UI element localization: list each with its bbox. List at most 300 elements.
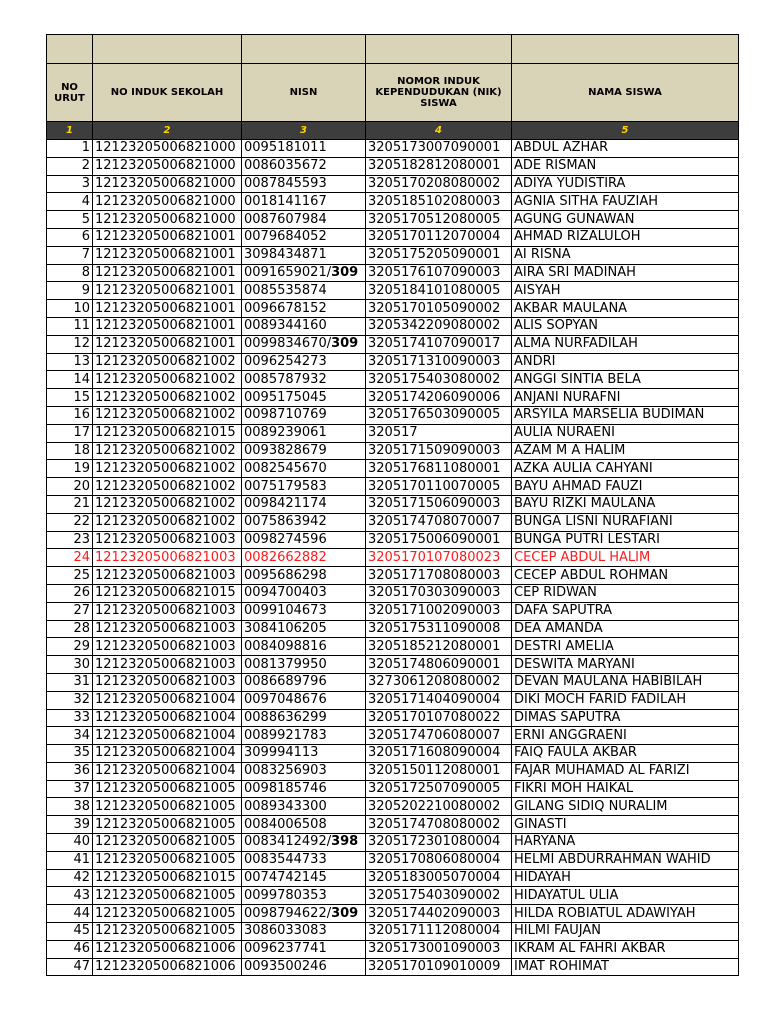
nisn-value: 0089921783	[244, 727, 327, 743]
cell-nik: 3205174708070007	[366, 513, 512, 531]
cell-nisn	[242, 549, 366, 567]
cell-nik: 3205176107090003	[366, 264, 512, 282]
cell-nama-siswa: AISYAH	[512, 282, 739, 300]
cell-nisn	[242, 531, 366, 549]
cell-nama-siswa: ARSYILA MARSELIA BUDIMAN	[512, 406, 739, 424]
cell-nisn	[242, 478, 366, 496]
cell-nisn	[242, 353, 366, 371]
cell-nama-siswa: CECEP ABDUL HALIM	[512, 549, 739, 567]
cell-nisn	[242, 300, 366, 318]
cell-nik: 3205175205090001	[366, 246, 512, 264]
cell-nik: 3205202210080002	[366, 798, 512, 816]
nisn-value: 0085787932	[244, 371, 327, 387]
cell-no-induk-sekolah: 12123205006821003	[93, 656, 242, 674]
cell-no-urut: 29	[47, 638, 93, 656]
blank-cell	[242, 35, 366, 64]
column-number: 3	[242, 122, 366, 140]
cell-nik: 3205171506090003	[366, 495, 512, 513]
cell-nisn	[242, 193, 366, 211]
column-number: 2	[93, 122, 242, 140]
nisn-value: 3086033083	[244, 923, 327, 939]
nisn-value: 0079684052	[244, 229, 327, 245]
table-row	[47, 887, 739, 905]
table-row	[47, 620, 739, 638]
blank-cell	[93, 35, 242, 64]
cell-no-urut: 1	[47, 140, 93, 158]
table-row	[47, 798, 739, 816]
nisn-extra: 398	[331, 834, 359, 850]
cell-no-induk-sekolah: 12123205006821005	[93, 851, 242, 869]
cell-no-urut: 16	[47, 406, 93, 424]
table-row	[47, 228, 739, 246]
table-row	[47, 549, 739, 567]
table-row	[47, 353, 739, 371]
nisn-value: 0089239061	[244, 425, 327, 441]
cell-nama-siswa: AGUNG GUNAWAN	[512, 211, 739, 229]
cell-nama-siswa: AGNIA SITHA FAUZIAH	[512, 193, 739, 211]
cell-no-induk-sekolah: 12123205006821004	[93, 727, 242, 745]
cell-no-urut: 14	[47, 371, 93, 389]
cell-nisn	[242, 371, 366, 389]
cell-no-urut: 13	[47, 353, 93, 371]
cell-no-induk-sekolah: 12123205006821001	[93, 317, 242, 335]
cell-nik: 320517	[366, 424, 512, 442]
cell-no-induk-sekolah: 12123205006821002	[93, 478, 242, 496]
cell-no-urut: 45	[47, 923, 93, 941]
cell-no-induk-sekolah: 12123205006821002	[93, 353, 242, 371]
cell-nama-siswa: GILANG SIDIQ NURALIM	[512, 798, 739, 816]
nisn-value: 0083412492/	[244, 834, 332, 850]
nisn-value: 0083544733	[244, 852, 327, 868]
cell-nik: 3205171310090003	[366, 353, 512, 371]
table-row	[47, 282, 739, 300]
nisn-value: 0088636299	[244, 709, 327, 725]
cell-nama-siswa: AIRA SRI MADINAH	[512, 264, 739, 282]
cell-nisn	[242, 140, 366, 158]
cell-no-urut: 41	[47, 851, 93, 869]
nisn-value: 0095181011	[244, 140, 327, 156]
cell-nisn	[242, 673, 366, 691]
cell-nisn	[242, 175, 366, 193]
cell-no-induk-sekolah: 12123205006821005	[93, 816, 242, 834]
table-row	[47, 745, 739, 763]
cell-nik: 3205170107080023	[366, 549, 512, 567]
cell-no-induk-sekolah: 12123205006821003	[93, 673, 242, 691]
table-row	[47, 406, 739, 424]
cell-no-induk-sekolah: 12123205006821000	[93, 175, 242, 193]
nisn-value: 0075863942	[244, 514, 327, 530]
table-row	[47, 495, 739, 513]
cell-nama-siswa: FAIQ FAULA AKBAR	[512, 745, 739, 763]
column-header-row	[47, 64, 739, 122]
cell-no-induk-sekolah: 12123205006821004	[93, 762, 242, 780]
cell-no-urut: 46	[47, 940, 93, 958]
cell-nama-siswa: ANGGI SINTIA BELA	[512, 371, 739, 389]
cell-no-induk-sekolah: 12123205006821001	[93, 264, 242, 282]
cell-no-induk-sekolah: 12123205006821005	[93, 798, 242, 816]
cell-nama-siswa: ALIS SOPYAN	[512, 317, 739, 335]
header-no-urut: NO URUT	[47, 64, 93, 122]
cell-no-induk-sekolah: 12123205006821005	[93, 780, 242, 798]
cell-no-urut: 22	[47, 513, 93, 531]
cell-no-induk-sekolah: 12123205006821002	[93, 460, 242, 478]
cell-nama-siswa: HILMI FAUJAN	[512, 923, 739, 941]
nisn-value: 0081379950	[244, 656, 327, 672]
cell-nisn	[242, 745, 366, 763]
header-nik: NOMOR INDUK KEPENDUDUKAN (NIK) SISWA	[366, 64, 512, 122]
nisn-value: 0094700403	[244, 585, 327, 601]
cell-no-urut: 21	[47, 495, 93, 513]
cell-nisn	[242, 905, 366, 923]
cell-nisn	[242, 211, 366, 229]
cell-no-induk-sekolah: 12123205006821003	[93, 567, 242, 585]
cell-nik: 3205170107080022	[366, 709, 512, 727]
cell-nisn	[242, 656, 366, 674]
cell-nama-siswa: IMAT ROHIMAT	[512, 958, 739, 976]
cell-no-urut: 2	[47, 157, 93, 175]
cell-no-urut: 26	[47, 584, 93, 602]
cell-nik: 3205174806090001	[366, 656, 512, 674]
cell-nik: 3205150112080001	[366, 762, 512, 780]
column-number: 5	[512, 122, 739, 140]
cell-no-urut: 8	[47, 264, 93, 282]
cell-nisn	[242, 780, 366, 798]
nisn-value: 0087607984	[244, 211, 327, 227]
cell-no-urut: 7	[47, 246, 93, 264]
cell-no-urut: 32	[47, 691, 93, 709]
cell-no-urut: 34	[47, 727, 93, 745]
cell-nama-siswa: DIMAS SAPUTRA	[512, 709, 739, 727]
cell-nama-siswa: DEVAN MAULANA HABIBILAH	[512, 673, 739, 691]
cell-nama-siswa: AI RISNA	[512, 246, 739, 264]
cell-nama-siswa: DAFA SAPUTRA	[512, 602, 739, 620]
cell-no-induk-sekolah: 12123205006821001	[93, 228, 242, 246]
cell-no-induk-sekolah: 12123205006821001	[93, 246, 242, 264]
cell-nama-siswa: AZKA AULIA CAHYANI	[512, 460, 739, 478]
cell-nama-siswa: ANJANI NURAFNI	[512, 389, 739, 407]
nisn-value: 0018141167	[244, 193, 327, 209]
cell-nik: 3205175311090008	[366, 620, 512, 638]
nisn-value: 0093500246	[244, 959, 327, 975]
nisn-value: 0084006508	[244, 816, 327, 832]
table-row	[47, 246, 739, 264]
table-row	[47, 762, 739, 780]
cell-no-induk-sekolah: 12123205006821004	[93, 709, 242, 727]
cell-no-induk-sekolah: 12123205006821001	[93, 335, 242, 353]
nisn-value: 0096678152	[244, 300, 327, 316]
cell-nama-siswa: CEP RIDWAN	[512, 584, 739, 602]
student-list-table	[46, 34, 739, 976]
cell-nik: 3205175403080002	[366, 371, 512, 389]
blank-cell	[512, 35, 739, 64]
nisn-value: 0083256903	[244, 763, 327, 779]
cell-nik: 3205171002090003	[366, 602, 512, 620]
cell-nama-siswa: FIKRI MOH HAIKAL	[512, 780, 739, 798]
nisn-extra: 309	[331, 905, 359, 921]
cell-nik: 3205172507090005	[366, 780, 512, 798]
cell-nisn	[242, 709, 366, 727]
cell-nik: 3205182812080001	[366, 157, 512, 175]
cell-nisn	[242, 602, 366, 620]
cell-nik: 3205184101080005	[366, 282, 512, 300]
cell-no-urut: 35	[47, 745, 93, 763]
table-row	[47, 442, 739, 460]
cell-nik: 3205170112070004	[366, 228, 512, 246]
table-row	[47, 869, 739, 887]
cell-nik: 3205174402090003	[366, 905, 512, 923]
cell-no-urut: 19	[47, 460, 93, 478]
cell-no-induk-sekolah: 12123205006821001	[93, 300, 242, 318]
cell-nik: 3273061208080002	[366, 673, 512, 691]
cell-nisn	[242, 157, 366, 175]
cell-nama-siswa: BAYU AHMAD FAUZI	[512, 478, 739, 496]
cell-nama-siswa: DEA AMANDA	[512, 620, 739, 638]
cell-nama-siswa: AKBAR MAULANA	[512, 300, 739, 318]
nisn-value: 0098185746	[244, 781, 327, 797]
table-row	[47, 958, 739, 976]
cell-no-induk-sekolah: 12123205006821000	[93, 211, 242, 229]
cell-nama-siswa: ADIYA YUDISTIRA	[512, 175, 739, 193]
cell-no-urut: 17	[47, 424, 93, 442]
cell-no-urut: 15	[47, 389, 93, 407]
cell-no-induk-sekolah: 12123205006821005	[93, 834, 242, 852]
table-row	[47, 816, 739, 834]
table-row	[47, 335, 739, 353]
cell-nik: 3205173007090001	[366, 140, 512, 158]
cell-no-induk-sekolah: 12123205006821001	[93, 282, 242, 300]
cell-no-induk-sekolah: 12123205006821003	[93, 638, 242, 656]
table-row	[47, 940, 739, 958]
table-row	[47, 673, 739, 691]
cell-nik: 3205174206090006	[366, 389, 512, 407]
table-row	[47, 923, 739, 941]
cell-nisn	[242, 228, 366, 246]
cell-nik: 3205171404090004	[366, 691, 512, 709]
cell-nama-siswa: AZAM M A HALIM	[512, 442, 739, 460]
cell-no-induk-sekolah: 12123205006821015	[93, 869, 242, 887]
cell-nik: 3205174708080002	[366, 816, 512, 834]
cell-nisn	[242, 460, 366, 478]
cell-no-urut: 39	[47, 816, 93, 834]
blank-cell	[47, 35, 93, 64]
cell-nama-siswa: ABDUL AZHAR	[512, 140, 739, 158]
nisn-value: 0097048676	[244, 692, 327, 708]
cell-no-induk-sekolah: 12123205006821000	[93, 193, 242, 211]
table-row	[47, 780, 739, 798]
cell-nisn	[242, 406, 366, 424]
cell-nik: 3205170109010009	[366, 958, 512, 976]
cell-nik: 3205172301080004	[366, 834, 512, 852]
cell-nisn	[242, 584, 366, 602]
cell-nama-siswa: AHMAD RIZALULOH	[512, 228, 739, 246]
cell-nisn	[242, 317, 366, 335]
table-row	[47, 567, 739, 585]
cell-nisn	[242, 834, 366, 852]
cell-no-induk-sekolah: 12123205006821003	[93, 549, 242, 567]
nisn-extra: 309	[331, 264, 359, 280]
nisn-value: 0084098816	[244, 638, 327, 654]
cell-nisn	[242, 691, 366, 709]
nisn-value: 0082662882	[244, 549, 327, 565]
cell-nik: 3205170110070005	[366, 478, 512, 496]
cell-no-induk-sekolah: 12123205006821000	[93, 140, 242, 158]
cell-nama-siswa: DESWITA MARYANI	[512, 656, 739, 674]
cell-nisn	[242, 264, 366, 282]
cell-nisn	[242, 335, 366, 353]
column-number: 4	[366, 122, 512, 140]
table-row	[47, 656, 739, 674]
cell-nisn	[242, 798, 366, 816]
cell-nik: 3205174107090017	[366, 335, 512, 353]
cell-nik: 3205171708080003	[366, 567, 512, 585]
cell-nama-siswa: DESTRI AMELIA	[512, 638, 739, 656]
cell-no-urut: 33	[47, 709, 93, 727]
nisn-value: 0098421174	[244, 496, 327, 512]
cell-nisn	[242, 940, 366, 958]
cell-no-urut: 5	[47, 211, 93, 229]
cell-no-induk-sekolah: 12123205006821005	[93, 905, 242, 923]
nisn-value: 0087845593	[244, 175, 327, 191]
cell-no-urut: 9	[47, 282, 93, 300]
cell-nik: 3205185102080003	[366, 193, 512, 211]
cell-no-induk-sekolah: 12123205006821002	[93, 371, 242, 389]
nisn-value: 0089343300	[244, 798, 327, 814]
cell-no-induk-sekolah: 12123205006821015	[93, 424, 242, 442]
cell-no-induk-sekolah: 12123205006821002	[93, 513, 242, 531]
header-nisn: NISN	[242, 64, 366, 122]
cell-no-urut: 3	[47, 175, 93, 193]
cell-no-induk-sekolah: 12123205006821006	[93, 958, 242, 976]
cell-nik: 3205176811080001	[366, 460, 512, 478]
cell-nisn	[242, 851, 366, 869]
table-row	[47, 424, 739, 442]
cell-no-urut: 44	[47, 905, 93, 923]
nisn-value: 0099104673	[244, 603, 327, 619]
cell-nama-siswa: IKRAM AL FAHRI AKBAR	[512, 940, 739, 958]
cell-nik: 3205185212080001	[366, 638, 512, 656]
cell-no-induk-sekolah: 12123205006821003	[93, 620, 242, 638]
cell-nik: 3205342209080002	[366, 317, 512, 335]
table-row	[47, 834, 739, 852]
table-row	[47, 584, 739, 602]
cell-nik: 3205176503090005	[366, 406, 512, 424]
nisn-value: 0096254273	[244, 353, 327, 369]
table-row	[47, 691, 739, 709]
cell-nik: 3205171608090004	[366, 745, 512, 763]
cell-nama-siswa: FAJAR MUHAMAD AL FARIZI	[512, 762, 739, 780]
blank-header-row	[47, 35, 739, 64]
cell-no-urut: 28	[47, 620, 93, 638]
nisn-extra: 309	[331, 336, 359, 352]
table-row	[47, 602, 739, 620]
cell-nama-siswa: ADE RISMAN	[512, 157, 739, 175]
cell-no-urut: 20	[47, 478, 93, 496]
cell-nama-siswa: BUNGA LISNI NURAFIANI	[512, 513, 739, 531]
cell-nama-siswa: HIDAYATUL ULIA	[512, 887, 739, 905]
cell-nama-siswa: ALMA NURFADILAH	[512, 335, 739, 353]
blank-cell	[366, 35, 512, 64]
cell-no-urut: 24	[47, 549, 93, 567]
cell-nik: 3205174706080007	[366, 727, 512, 745]
cell-nisn	[242, 869, 366, 887]
nisn-value: 0096237741	[244, 941, 327, 957]
cell-no-urut: 23	[47, 531, 93, 549]
table-row	[47, 478, 739, 496]
cell-no-induk-sekolah: 12123205006821002	[93, 442, 242, 460]
cell-nama-siswa: HIDAYAH	[512, 869, 739, 887]
nisn-value: 0098274596	[244, 531, 327, 547]
cell-nama-siswa: BAYU RIZKI MAULANA	[512, 495, 739, 513]
cell-nik: 3205173001090003	[366, 940, 512, 958]
cell-no-urut: 12	[47, 335, 93, 353]
cell-no-induk-sekolah: 12123205006821006	[93, 940, 242, 958]
cell-nisn	[242, 442, 366, 460]
cell-nisn	[242, 958, 366, 976]
nisn-value: 0098794622/	[244, 905, 332, 921]
cell-nama-siswa: ANDRI	[512, 353, 739, 371]
cell-nisn	[242, 727, 366, 745]
cell-no-induk-sekolah: 12123205006821015	[93, 584, 242, 602]
header-no-induk-sekolah: NO INDUK SEKOLAH	[93, 64, 242, 122]
cell-no-induk-sekolah: 12123205006821003	[93, 531, 242, 549]
cell-no-urut: 36	[47, 762, 93, 780]
table-row	[47, 389, 739, 407]
header-nama-siswa: NAMA SISWA	[512, 64, 739, 122]
table-row	[47, 709, 739, 727]
cell-nama-siswa: DIKI MOCH FARID FADILAH	[512, 691, 739, 709]
cell-nisn	[242, 424, 366, 442]
nisn-value: 3084106205	[244, 620, 327, 636]
cell-nik: 3205183005070004	[366, 869, 512, 887]
cell-nik: 3205175403090002	[366, 887, 512, 905]
nisn-value: 0099834670/	[244, 336, 332, 352]
cell-no-induk-sekolah: 12123205006821005	[93, 923, 242, 941]
table-row	[47, 157, 739, 175]
cell-nama-siswa: HARYANA	[512, 834, 739, 852]
table-row	[47, 531, 739, 549]
cell-nama-siswa: BUNGA PUTRI LESTARI	[512, 531, 739, 549]
cell-nik: 3205170806080004	[366, 851, 512, 869]
cell-no-induk-sekolah: 12123205006821005	[93, 887, 242, 905]
cell-nik: 3205170105090002	[366, 300, 512, 318]
table-row	[47, 727, 739, 745]
nisn-value: 0086035672	[244, 158, 327, 174]
nisn-value: 0075179583	[244, 478, 327, 494]
column-number-row	[47, 122, 739, 140]
cell-no-urut: 10	[47, 300, 93, 318]
cell-nisn	[242, 638, 366, 656]
cell-nik: 3205170512080005	[366, 211, 512, 229]
cell-no-urut: 11	[47, 317, 93, 335]
nisn-value: 0099780353	[244, 887, 327, 903]
cell-no-urut: 47	[47, 958, 93, 976]
cell-no-induk-sekolah: 12123205006821002	[93, 406, 242, 424]
table-row	[47, 460, 739, 478]
table-row	[47, 193, 739, 211]
cell-nisn	[242, 923, 366, 941]
cell-no-urut: 18	[47, 442, 93, 460]
table-row	[47, 140, 739, 158]
cell-no-urut: 37	[47, 780, 93, 798]
cell-no-induk-sekolah: 12123205006821004	[93, 745, 242, 763]
cell-nama-siswa: GINASTI	[512, 816, 739, 834]
cell-no-urut: 25	[47, 567, 93, 585]
column-number: 1	[47, 122, 93, 140]
cell-nik: 3205171112080004	[366, 923, 512, 941]
cell-no-induk-sekolah: 12123205006821002	[93, 495, 242, 513]
nisn-value: 0086689796	[244, 674, 327, 690]
cell-nama-siswa: AULIA NURAENI	[512, 424, 739, 442]
